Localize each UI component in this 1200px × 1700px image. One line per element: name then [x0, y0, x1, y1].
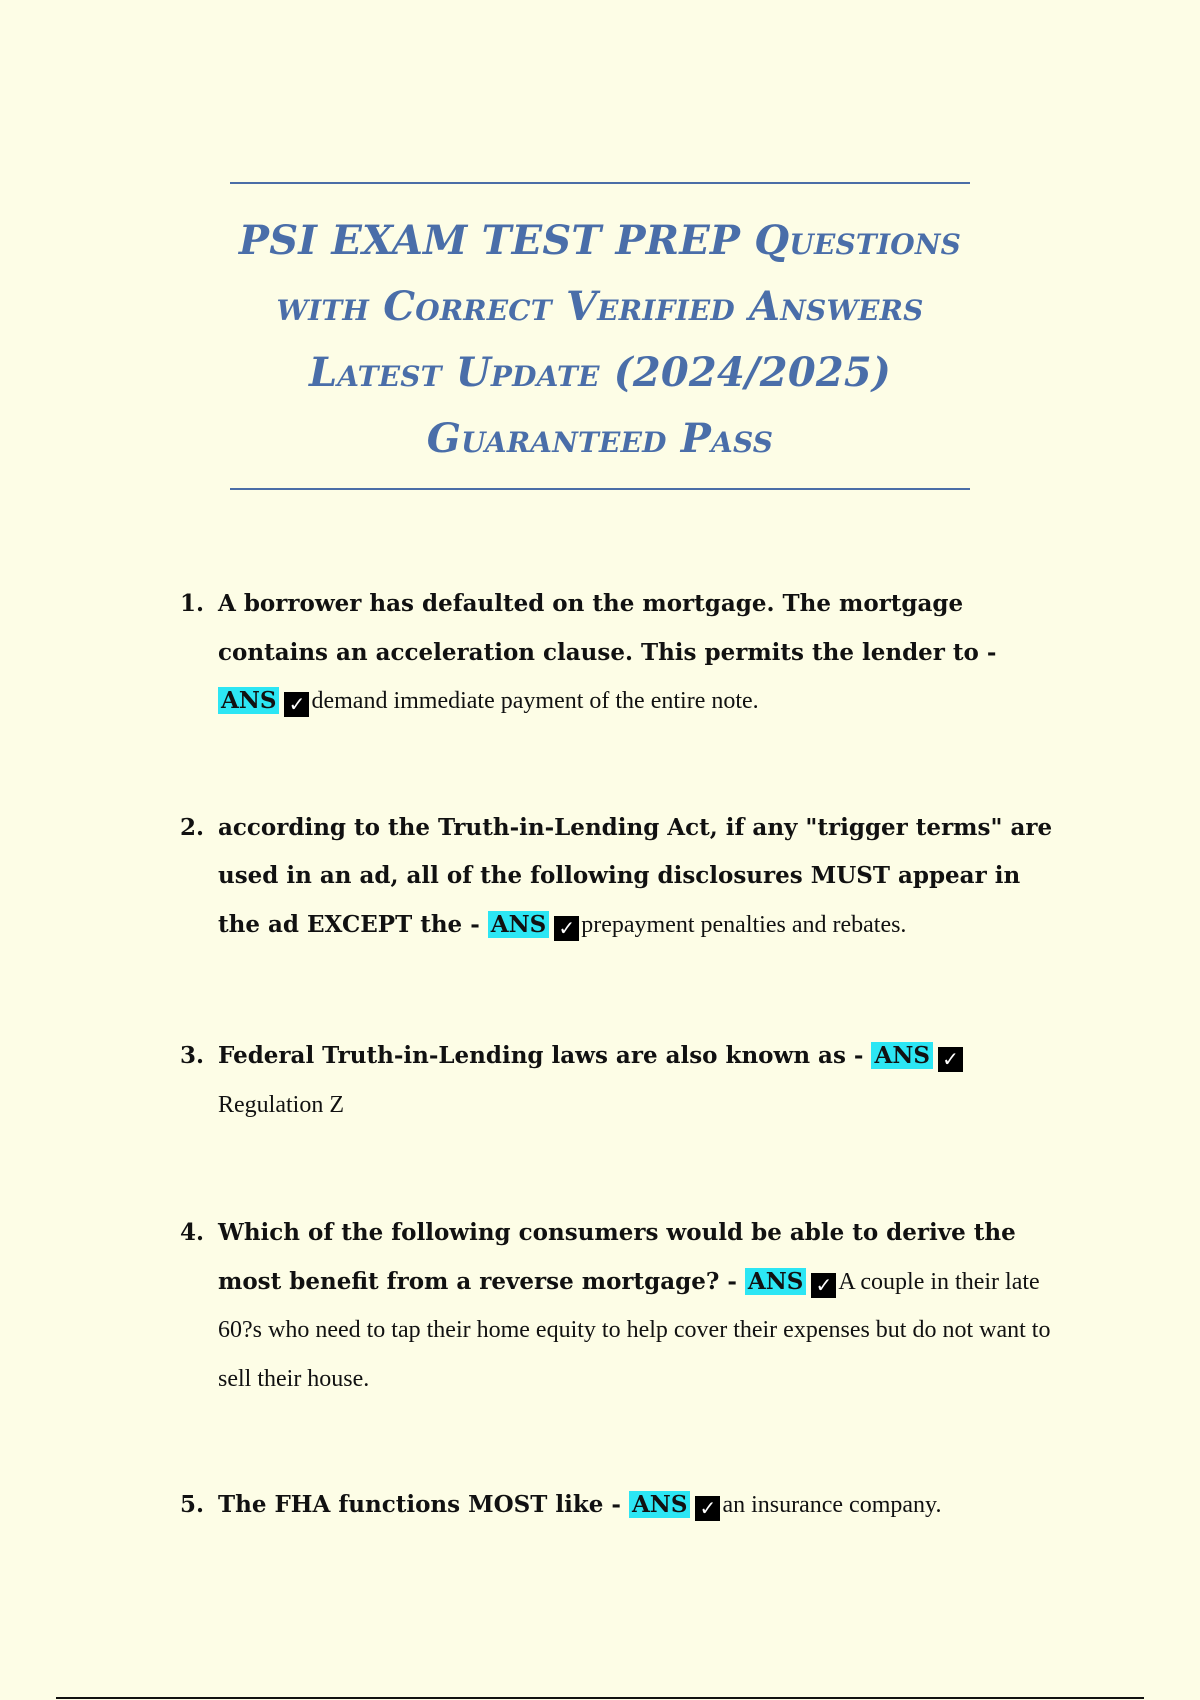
- question-item-4: [180, 1209, 1060, 1403]
- question-text: Federal Truth-in-Lending laws are also known as -: [218, 1042, 872, 1069]
- answer-text: demand immediate payment of the entire note.: [311, 688, 759, 714]
- question-number: 2.: [180, 813, 205, 841]
- title-line-1: PSI EXAM TEST PREP Questions: [238, 217, 962, 264]
- question-item-5: [180, 1481, 1060, 1530]
- question-number: 4.: [180, 1219, 205, 1246]
- ans-label: ANS: [629, 1491, 690, 1518]
- checkmark-icon: ✓: [938, 1047, 963, 1072]
- checkmark-icon: ✓: [284, 692, 309, 717]
- title-block: [230, 182, 970, 490]
- checkmark-icon: ✓: [811, 1273, 836, 1298]
- answer-text: prepayment penalties and rebates.: [581, 911, 907, 938]
- answer-text: an insurance company.: [722, 1492, 942, 1518]
- question-text: The FHA functions MOST like -: [218, 1491, 629, 1518]
- question-item-3: [180, 1032, 1060, 1129]
- question-number: 1.: [180, 590, 205, 617]
- answer-text: Regulation Z: [218, 1091, 344, 1118]
- question-number: 3.: [180, 1042, 205, 1069]
- ans-label: ANS: [218, 687, 279, 714]
- checkmark-icon: ✓: [695, 1496, 720, 1521]
- question-text: Which of the following consumers would be able to derive the most benefit from a reverse mortgage? -: [218, 1219, 1016, 1295]
- footer-divider: [56, 1697, 1144, 1699]
- question-text: A borrower has defaulted on the mortgage. The mortgage contains an acceleration clause. This permits the lender to -: [218, 590, 997, 666]
- document-title: [230, 184, 970, 472]
- ans-label: ANS: [488, 911, 549, 938]
- title-line-3: Latest Update (2024/2025): [308, 349, 892, 396]
- answer-text: A couple in their late 60?s who need to tap their home equity to help cover their expenses but do not want to sell their house.: [218, 1268, 1051, 1392]
- ans-label: ANS: [871, 1042, 932, 1069]
- question-item-2: [180, 804, 1060, 950]
- title-line-2: with Correct Verified Answers: [276, 283, 924, 330]
- checkmark-icon: ✓: [554, 916, 579, 941]
- question-list: [180, 580, 1060, 1530]
- title-line-4: Guaranteed Pass: [426, 415, 774, 462]
- question-item-1: [180, 580, 1060, 726]
- ans-label: ANS: [745, 1268, 806, 1295]
- question-text: according to the Truth-in-Lending Act, if any "trigger terms" are used in an ad, all of the following disclosures MUST appear in the ad EXCEPT the -: [218, 813, 1053, 938]
- question-number: 5.: [180, 1491, 205, 1518]
